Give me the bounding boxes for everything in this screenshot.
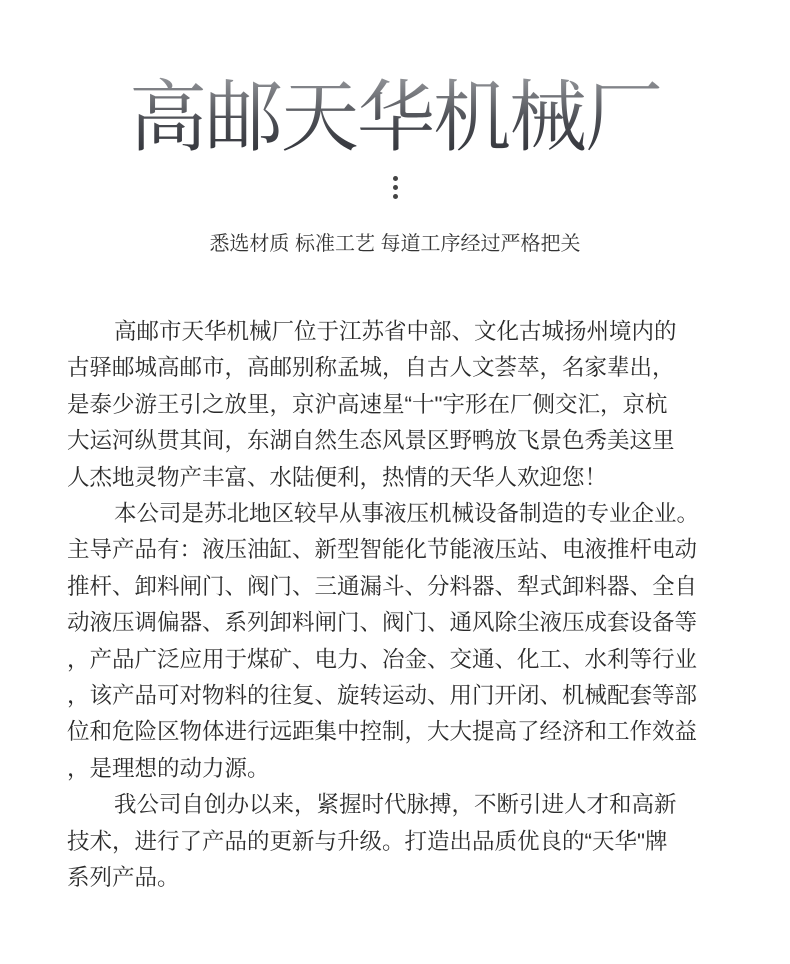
paragraph-line: 是泰少游王引之放里，京沪高速星“十"宇形在厂侧交汇，京杭 [67, 391, 668, 417]
paragraph-line: 人杰地灵物产丰富、水陆便利，热情的天华人欢迎您！ [67, 464, 608, 490]
page-title: 高邮天华机械厂 [0, 72, 790, 162]
paragraph-line: 我公司自创办以来，紧握时代脉搏，不断引进人才和高新 [114, 792, 677, 818]
page-subtitle: 悉选材质 标准工艺 每道工序经过严格把关 [209, 233, 581, 255]
paragraph-line: ，是理想的动力源。 [67, 755, 270, 781]
paragraph-line: 动液压调偏器、系列卸料闸门、阀门、通风除尘液压成套设备等 [67, 610, 698, 636]
paragraph-line: 古驿邮城高邮市，高邮别称孟城，自古人文荟萃，名家辈出， [67, 355, 675, 381]
company-description [67, 314, 737, 897]
paragraph-line: 高邮市天华机械厂位于江苏省中部、文化古城扬州境内的 [114, 319, 677, 344]
paragraph-line: 推杆、卸料闸门、阀门、三通漏斗、分料器、犁式卸料器、全自 [67, 573, 698, 599]
paragraph-line: 系列产品。 [67, 865, 180, 891]
paragraph-line: 大运河纵贯其间，东湖自然生态风景区野鸭放飞景色秀美这里 [67, 428, 675, 454]
paragraph-line: 主导产品有：液压油缸、新型智能化节能液压站、电液推杆电动 [67, 537, 698, 563]
paragraph-line: 位和危险区物体进行远距集中控制，大大提高了经济和工作效益 [67, 719, 698, 745]
paragraph-line: ，产品广泛应用于煤矿、电力、冶金、交通、化工、水利等行业 [67, 646, 698, 672]
paragraph-line: 技术，进行了产品的更新与升级。打造出品质优良的“天华"牌 [67, 828, 668, 854]
vertical-dots-icon [393, 176, 399, 203]
paragraph-line: 本公司是苏北地区较早从事液压机械设备制造的专业企业。 [114, 501, 700, 527]
paragraph-line: ，该产品可对物料的往复、旋转运动、用门开闭、机械配套等部 [67, 683, 698, 709]
